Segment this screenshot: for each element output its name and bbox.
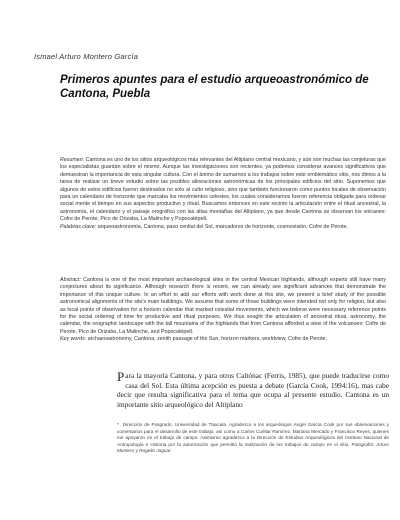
keywords-label: Key words: bbox=[60, 336, 87, 343]
abstract-text: Cantona is one of the most important archaeological sites in the central Mexican highlands, although experts still have many conjectures about its significance. Although research there is recent, we can already see significant advances that demonstrate the importance of this unique culture. In an effort to add our efforts with work done at this site, we present a brief study of the possible astronomical alignments of the site's main buildings. We assume that some of those buildings were intended not only for religion, but also as local points of observation for a horizon calendar that marked celestial movements, which we believe were necessary reference points for the social ordering of time for productive and ritual purposes. We thus sought the articulation of ancestral ritual, astronomy, the calendar, the orographic landscape with the tall mountains of the highlands that from Cantona afforded a view of the volcanoes: Cofre de Perote, Pico de Orizaba, La Malinche, and Popocatépetl. bbox=[60, 277, 386, 335]
footnote bbox=[117, 422, 389, 455]
footnote-text: Dirección de Posgrado, Universidad de Tlaxcala. Agradezco a los arqueólogos Ángel García Cook por sus observaciones y comentarios para el desarrollo de este trabajo, así como a Carlos Cuéllar Ramírez, Mariana Mercado y Francisco Reyes, quienes me apoyaron en el trabajo de campo. Asimismo agradezco a la Dirección de Estudios Arqueológicos del Instituto Nacional de Antropología e Historia por la autorización que permitió la realización de los trabajos de campo en el sitio. bbox=[117, 422, 389, 447]
abstract-label: Abstract: bbox=[60, 277, 81, 283]
abstract-block bbox=[60, 277, 386, 344]
palabras-clave-text: arqueoastronomía, Cantona, paso cenital del Sol, marcadores de horizonte, cosmovisión, Cofre de Perote. bbox=[97, 223, 348, 230]
resumen-block bbox=[60, 157, 386, 231]
drop-cap: P bbox=[117, 369, 125, 384]
footnote-photo-credit: Fotografía: Arturo Montero y Rogelio Jaguar. bbox=[117, 441, 389, 453]
keywords-text: archaeoastronomy, Cantona, zenith passage of the Sun, horizon markers, worldview, Cofre de Perote. bbox=[87, 336, 327, 343]
article-title: Primeros apuntes para el estudio arqueoastronómico de Cantona, Puebla bbox=[60, 74, 369, 100]
body-text: ara la mayoría Cantona, y para otros Caltónac (Ferris, 1985), que puede traducirse como casa del Sol. Esta última acepción es puesta a debate (García Cook, 1994:16), mas cabe decir que resulta significativa para el tema que ocupa al presente estudio. Cantona es un importante sitio arqueológico del Altiplano bbox=[117, 371, 389, 409]
footnote-marker: * bbox=[117, 422, 119, 427]
palabras-clave-label: Palabras clave: bbox=[60, 223, 97, 230]
resumen-label: Resumen: bbox=[60, 157, 85, 163]
author-name: Ismael Arturo Montero García bbox=[34, 52, 139, 61]
body-paragraph bbox=[117, 371, 389, 409]
resumen-text: Cantona es uno de los sitios arqueológicos más relevantes del Altiplano central mexicano, y aún son muchas las conjeturas que los especialistas guardan sobre el mismo. Aunque las investigaciones son recientes, ya podemos considerar avances significativos que demuestran la importancia de esta singular cultura. Con el ánimo de sumarnos a los trabajos sobre este emblemático sitio, nos dimos a la tarea de realizar un breve estudio sobre las posibles alineaciones astronómicas de los principales edificios del sitio. Suponemos que algunos de estos edificios fueron destinados no sólo al culto religioso, sino que también funcionaron como puntos locales de observación para un calendario de horizonte que marcaba los movimientos celestes, los cuales consideramos fueron referencia obligada para ordenar social mente el tiempo en sus aspectos productivo y ritual. Buscamos entonces en este recinto la articulación entre el ritual ancestral, la astronomía, el calendario y el paisaje orográfico con las altas montañas del Altiplano, ya que desde Cantona se observan los volcanes: Cofre de Perote, Pico de Orizaba, La Malinche y Popocatépetl. bbox=[60, 157, 386, 223]
